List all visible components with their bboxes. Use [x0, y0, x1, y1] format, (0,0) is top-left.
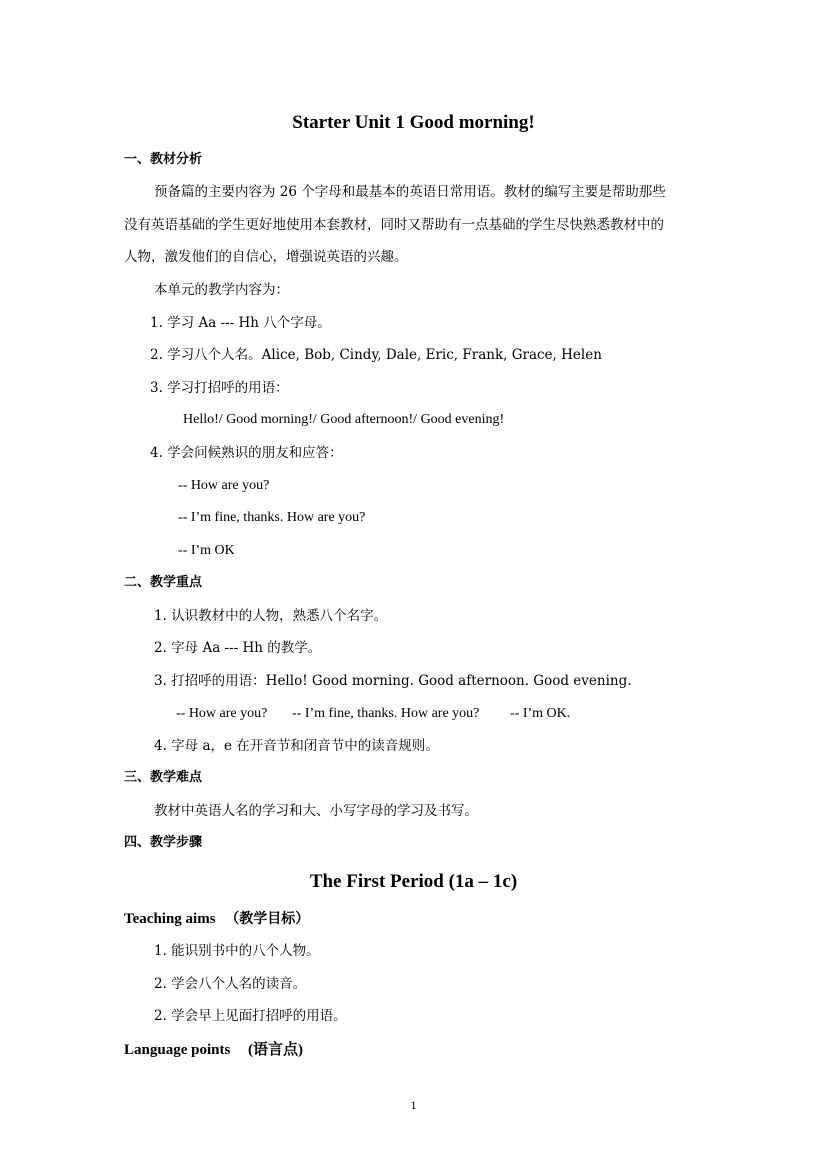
list-item: 4. 字母 a，e 在开音节和闭音节中的读音规则。: [154, 738, 439, 754]
dialogue-line: -- I’m fine, thanks. How are you?: [178, 510, 366, 525]
list-item: 4. 学会问候熟识的朋友和应答：: [150, 445, 343, 461]
section-heading-difficulties: 三、教学难点: [124, 770, 203, 785]
dialogue-line: -- How are you?: [176, 706, 268, 721]
language-points-heading: [124, 1041, 303, 1059]
list-item: 1. 学习 Aa --- Hh 八个字母。: [150, 315, 331, 331]
dialogue-line: -- I’m fine, thanks. How are you?: [292, 706, 480, 721]
aim-item: 1. 能识别书中的八个人物。: [154, 943, 320, 959]
language-points-heading-en: Language points: [124, 1042, 231, 1058]
aim-item: 2. 学会早上见面打招呼的用语。: [154, 1008, 347, 1024]
paragraph-line: 预备篇的主要内容为 26 个字母和最基本的英语日常用语。教材的编写主要是帮助那些: [154, 184, 666, 200]
aims-heading: [124, 910, 309, 928]
paragraph-line: 人物，激发他们的自信心，增强说英语的兴趣。: [124, 249, 408, 265]
list-item: 2. 字母 Aa --- Hh 的教学。: [154, 640, 322, 656]
page-number: 1: [410, 1098, 417, 1112]
paragraph-line: 没有英语基础的学生更好地使用本套教材，同时又帮助有一点基础的学生尽快熟悉教材中的: [124, 217, 664, 233]
paragraph-line: 教材中英语人名的学习和大、小写字母的学习及书写。: [154, 803, 478, 819]
paragraph-line: 本单元的教学内容为：: [154, 282, 289, 298]
list-item: 3. 学习打招呼的用语：: [150, 380, 289, 396]
section-heading-key-points: 二、教学重点: [124, 575, 203, 590]
section-heading-analysis: 一、教材分析: [124, 152, 203, 167]
dialogue-line: -- I’m OK.: [510, 706, 571, 721]
dialogue-line: -- I’m OK: [178, 543, 235, 558]
list-item: 1. 认识教材中的人物，熟悉八个名字。: [154, 608, 388, 624]
aims-heading-en: Teaching aims: [124, 911, 216, 927]
list-item: 2. 学习八个人名。Alice, Bob, Cindy, Dale, Eric, Frank, Grace, Helen: [150, 347, 602, 363]
aims-heading-zh: （教学目标）: [225, 911, 310, 927]
document-title: Starter Unit 1 Good morning!: [292, 112, 535, 133]
greeting-examples: Hello!/ Good morning!/ Good afternoon!/ Good evening!: [183, 412, 505, 427]
period-title: The First Period (1a – 1c): [309, 871, 518, 892]
language-points-heading-zh: (语言点): [248, 1042, 304, 1058]
dialogue-line: -- How are you?: [178, 478, 270, 493]
list-item: 3. 打招呼的用语：Hello! Good morning. Good afternoon. Good evening.: [154, 673, 632, 689]
section-heading-steps: 四、教学步骤: [124, 835, 203, 850]
aim-item: 2. 学会八个人名的读音。: [154, 976, 307, 992]
